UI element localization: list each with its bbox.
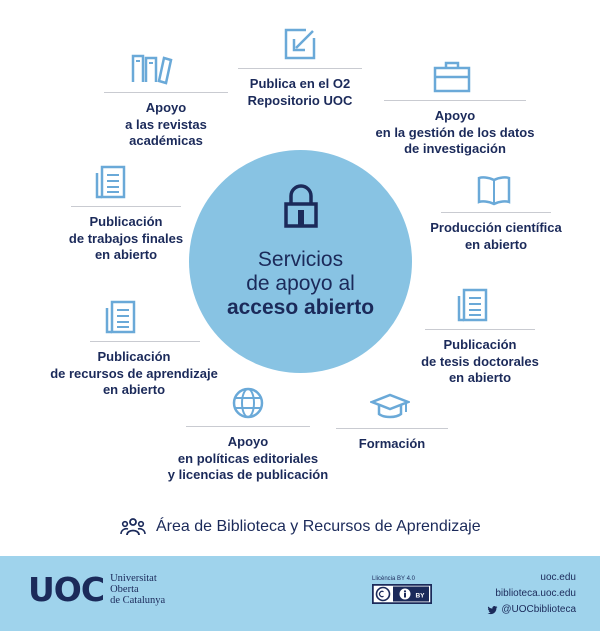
node-repositorio [238,26,362,109]
node-label: en la gestión de los datos [375,124,535,140]
center-title-line1: Servicios [257,248,344,271]
twitter-handle-text: @UOCbiblioteca [501,604,576,615]
node-politicas [160,386,336,484]
center-title-line3: acceso abierto [226,296,375,319]
node-divider [384,100,526,101]
license-block [372,576,432,604]
node-label: a las revistas [125,116,207,132]
area-line [120,516,481,538]
node-label: académicas [129,133,203,148]
node-trabajos [56,164,196,264]
uoc-name-line: Universitat [110,573,157,584]
uoc-logo-name [110,573,165,606]
contact-block [487,570,576,621]
node-divider [104,92,228,93]
node-label: Publica en el O2 [249,76,351,91]
book-icon [476,174,512,206]
node-label: Publicación [443,337,517,352]
uoc-logo-mark: UOC [28,570,105,609]
globe-icon [230,386,266,420]
license-label: Llicència BY 4.0 [372,576,415,582]
node-formacion [336,392,448,453]
node-label: en políticas editoriales [177,450,319,466]
node-recursos [36,299,232,399]
node-tesis [418,287,542,387]
node-label: Repositorio UOC [247,92,353,108]
briefcase-icon [432,58,472,94]
journals-icon [130,52,174,86]
node-label: y licencias de publicación [167,467,329,482]
cc-by-text: BY [415,592,425,600]
node-divider [336,428,448,429]
twitter-icon [487,606,498,615]
cc-icon [373,585,431,603]
node-label: Apoyo [434,108,476,123]
link-biblioteca[interactable]: biblioteca.uoc.edu [495,588,576,599]
document-icon [94,164,128,200]
document-icon [104,299,138,335]
center-title-line2: de apoyo al [246,272,355,295]
node-label: Apoyo [227,434,269,449]
uoc-name-line: Oberta [110,584,139,595]
node-label: de tesis doctorales [421,353,539,369]
node-label: de recursos de aprendizaje [50,365,218,381]
link-uoc[interactable]: uoc.edu [540,572,576,583]
node-divider [441,212,551,213]
node-label: Formación [358,436,426,451]
lock-icon [284,184,318,228]
node-label: en abierto [102,382,166,397]
uoc-name-line: de Catalunya [110,595,166,606]
node-label: de trabajos finales [68,230,184,246]
node-divider [425,329,535,330]
people-icon [120,517,146,537]
area-text: Área de Biblioteca y Recursos de Aprendizaje [156,518,481,535]
node-label: en abierto [448,370,512,385]
graduation-cap-icon [370,392,410,422]
node-label: en abierto [464,236,528,252]
node-label: Producción científica [430,220,562,235]
node-label: en abierto [94,247,158,262]
document-icon [456,287,490,323]
node-divider [238,68,362,69]
node-revistas [104,52,228,150]
node-divider [186,426,310,427]
node-divider [90,341,200,342]
node-divider [71,206,181,207]
twitter-handle[interactable] [487,602,576,618]
node-produccion [428,174,564,253]
node-label: Apoyo [145,100,187,115]
node-gestion-datos [370,58,540,158]
footer [0,556,600,631]
edit-box-icon [282,26,318,62]
node-label: Publicación [97,349,171,364]
node-label: de investigación [404,141,506,156]
uoc-logo[interactable] [28,570,165,609]
node-label: Publicación [89,214,163,229]
cc-license-badge[interactable] [372,584,432,604]
